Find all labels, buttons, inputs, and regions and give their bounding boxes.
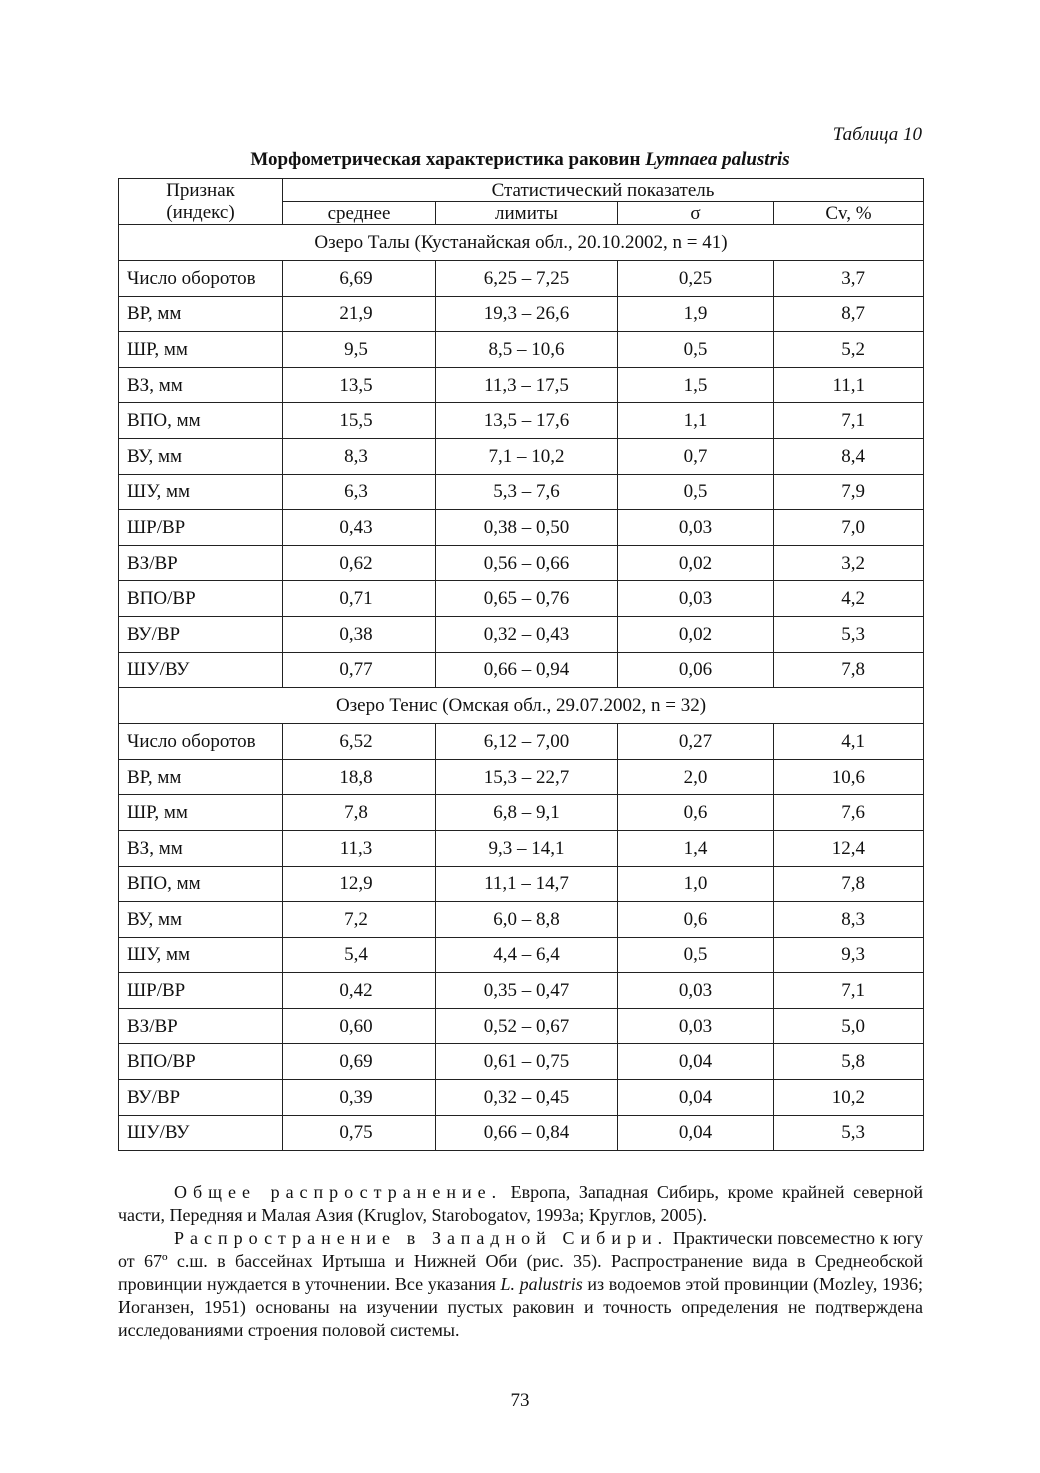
paragraph-west-siberia-distribution bbox=[118, 1227, 923, 1342]
cell-mean: 7,2 bbox=[283, 902, 436, 938]
header-attribute-line1: Признак bbox=[166, 179, 235, 201]
table-row bbox=[119, 616, 924, 652]
cell-attribute: ШУ, мм bbox=[119, 474, 283, 510]
header-col-mean: среднее bbox=[283, 202, 436, 225]
table-row bbox=[119, 902, 924, 938]
table-body bbox=[119, 179, 924, 1151]
table-row bbox=[119, 652, 924, 688]
cell-limits: 0,38 – 0,50 bbox=[436, 510, 618, 546]
cell-attribute: ВЗ, мм bbox=[119, 367, 283, 403]
cell-cv: 5,3 bbox=[774, 616, 924, 652]
morphometry-table bbox=[118, 178, 924, 1151]
cell-mean: 21,9 bbox=[283, 296, 436, 332]
cell-limits: 6,8 – 9,1 bbox=[436, 795, 618, 831]
cell-attribute: ШР/ВР bbox=[119, 510, 283, 546]
cell-limits: 8,5 – 10,6 bbox=[436, 332, 618, 368]
table-row bbox=[119, 724, 924, 760]
cell-limits: 13,5 – 17,6 bbox=[436, 403, 618, 439]
cell-cv: 7,1 bbox=[774, 973, 924, 1009]
cell-cv: 7,8 bbox=[774, 866, 924, 902]
paragraph-2-text-a: Практически повсеместно к югу от 67º с.ш. в бассейнах Иртыша и Нижней Оби (рис. 35). Распространение вида в Среднеобской провинции нуждается в уточнении. Все указания bbox=[118, 1228, 923, 1294]
cell-mean: 0,42 bbox=[283, 973, 436, 1009]
header-col-cv: Cv, % bbox=[774, 202, 924, 225]
cell-cv: 11,1 bbox=[774, 367, 924, 403]
cell-mean: 7,8 bbox=[283, 795, 436, 831]
cell-limits: 7,1 – 10,2 bbox=[436, 438, 618, 474]
cell-cv: 9,3 bbox=[774, 937, 924, 973]
table-row bbox=[119, 438, 924, 474]
header-row-1 bbox=[119, 179, 924, 202]
table-title bbox=[118, 149, 922, 171]
cell-sigma: 0,04 bbox=[618, 1044, 774, 1080]
page-number: 73 bbox=[510, 1390, 530, 1411]
table-row bbox=[119, 261, 924, 297]
cell-sigma: 0,7 bbox=[618, 438, 774, 474]
cell-attribute: ШР, мм bbox=[119, 332, 283, 368]
cell-attribute: ШУ/ВУ bbox=[119, 1115, 283, 1151]
cell-cv: 5,8 bbox=[774, 1044, 924, 1080]
cell-attribute: ШУ/ВУ bbox=[119, 652, 283, 688]
table-row bbox=[119, 795, 924, 831]
cell-sigma: 0,04 bbox=[618, 1115, 774, 1151]
table-row bbox=[119, 759, 924, 795]
cell-mean: 6,69 bbox=[283, 261, 436, 297]
cell-limits: 15,3 – 22,7 bbox=[436, 759, 618, 795]
cell-attribute: ВЗ/ВР bbox=[119, 545, 283, 581]
cell-sigma: 0,5 bbox=[618, 474, 774, 510]
cell-mean: 0,75 bbox=[283, 1115, 436, 1151]
cell-cv: 8,4 bbox=[774, 438, 924, 474]
cell-cv: 12,4 bbox=[774, 830, 924, 866]
paragraph-2-lead: Распространение в Западной Сибири. bbox=[174, 1228, 669, 1248]
cell-cv: 4,1 bbox=[774, 724, 924, 760]
cell-attribute: ШР/ВР bbox=[119, 973, 283, 1009]
header-col-sigma: σ bbox=[618, 202, 774, 225]
cell-limits: 0,32 – 0,43 bbox=[436, 616, 618, 652]
cell-mean: 13,5 bbox=[283, 367, 436, 403]
cell-cv: 10,6 bbox=[774, 759, 924, 795]
cell-mean: 6,3 bbox=[283, 474, 436, 510]
paragraph-2-text-b: из водоемов этой провинции (Mozley, 1936; Иоганзен, 1951) основаны на изучении пустых раковин и точность определения не подтверждена исследованиями строения половой системы. bbox=[118, 1274, 924, 1340]
cell-mean: 0,77 bbox=[283, 652, 436, 688]
cell-mean: 9,5 bbox=[283, 332, 436, 368]
cell-attribute: Число оборотов bbox=[119, 724, 283, 760]
cell-mean: 8,3 bbox=[283, 438, 436, 474]
cell-cv: 8,7 bbox=[774, 296, 924, 332]
table-row bbox=[119, 1044, 924, 1080]
cell-cv: 5,2 bbox=[774, 332, 924, 368]
cell-sigma: 1,0 bbox=[618, 866, 774, 902]
table-row bbox=[119, 367, 924, 403]
cell-attribute: ШР, мм bbox=[119, 795, 283, 831]
cell-mean: 0,60 bbox=[283, 1008, 436, 1044]
table-row bbox=[119, 296, 924, 332]
cell-sigma: 0,6 bbox=[618, 902, 774, 938]
cell-sigma: 1,9 bbox=[618, 296, 774, 332]
header-attribute-line2: (индекс) bbox=[166, 201, 235, 223]
table-row bbox=[119, 830, 924, 866]
cell-sigma: 1,1 bbox=[618, 403, 774, 439]
cell-limits: 0,32 – 0,45 bbox=[436, 1080, 618, 1116]
cell-sigma: 0,03 bbox=[618, 1008, 774, 1044]
cell-attribute: ВПО, мм bbox=[119, 403, 283, 439]
table-label: Таблица 10 bbox=[832, 124, 922, 145]
cell-cv: 7,6 bbox=[774, 795, 924, 831]
paragraph-2-species: L. palustris bbox=[500, 1274, 583, 1294]
cell-attribute: ВЗ, мм bbox=[119, 830, 283, 866]
cell-sigma: 0,5 bbox=[618, 937, 774, 973]
cell-mean: 12,9 bbox=[283, 866, 436, 902]
cell-limits: 0,66 – 0,94 bbox=[436, 652, 618, 688]
cell-sigma: 0,6 bbox=[618, 795, 774, 831]
table-row bbox=[119, 510, 924, 546]
cell-cv: 8,3 bbox=[774, 902, 924, 938]
cell-attribute: ВУ, мм bbox=[119, 902, 283, 938]
cell-cv: 3,2 bbox=[774, 545, 924, 581]
cell-limits: 9,3 – 14,1 bbox=[436, 830, 618, 866]
table-row bbox=[119, 332, 924, 368]
cell-attribute: ВПО/ВР bbox=[119, 581, 283, 617]
section-title: Озеро Талы (Кустанайская обл., 20.10.2002, n = 41) bbox=[119, 225, 924, 261]
cell-sigma: 1,4 bbox=[618, 830, 774, 866]
table-title-text: Морфометрическая характеристика раковин bbox=[250, 149, 646, 170]
cell-attribute: ВЗ/ВР bbox=[119, 1008, 283, 1044]
table-row bbox=[119, 403, 924, 439]
cell-limits: 6,12 – 7,00 bbox=[436, 724, 618, 760]
cell-mean: 0,43 bbox=[283, 510, 436, 546]
cell-mean: 0,38 bbox=[283, 616, 436, 652]
cell-cv: 5,0 bbox=[774, 1008, 924, 1044]
header-attribute bbox=[119, 179, 283, 225]
cell-limits: 0,35 – 0,47 bbox=[436, 973, 618, 1009]
table-row bbox=[119, 474, 924, 510]
cell-limits: 6,25 – 7,25 bbox=[436, 261, 618, 297]
cell-cv: 7,1 bbox=[774, 403, 924, 439]
cell-sigma: 0,03 bbox=[618, 510, 774, 546]
cell-attribute: ВПО, мм bbox=[119, 866, 283, 902]
cell-cv: 7,9 bbox=[774, 474, 924, 510]
cell-limits: 4,4 – 6,4 bbox=[436, 937, 618, 973]
cell-attribute: ВР, мм bbox=[119, 296, 283, 332]
cell-mean: 15,5 bbox=[283, 403, 436, 439]
cell-limits: 19,3 – 26,6 bbox=[436, 296, 618, 332]
cell-sigma: 0,04 bbox=[618, 1080, 774, 1116]
cell-limits: 11,1 – 14,7 bbox=[436, 866, 618, 902]
header-stat-group: Статистический показатель bbox=[283, 179, 924, 202]
cell-sigma: 0,25 bbox=[618, 261, 774, 297]
cell-mean: 0,69 bbox=[283, 1044, 436, 1080]
cell-mean: 0,71 bbox=[283, 581, 436, 617]
cell-limits: 11,3 – 17,5 bbox=[436, 367, 618, 403]
table-row bbox=[119, 937, 924, 973]
cell-limits: 6,0 – 8,8 bbox=[436, 902, 618, 938]
cell-limits: 0,66 – 0,84 bbox=[436, 1115, 618, 1151]
cell-mean: 11,3 bbox=[283, 830, 436, 866]
cell-sigma: 0,03 bbox=[618, 973, 774, 1009]
cell-sigma: 0,02 bbox=[618, 545, 774, 581]
table-row bbox=[119, 1008, 924, 1044]
header-col-limits: лимиты bbox=[436, 202, 618, 225]
cell-sigma: 1,5 bbox=[618, 367, 774, 403]
table-row bbox=[119, 1115, 924, 1151]
cell-attribute: ВУ/ВР bbox=[119, 616, 283, 652]
cell-mean: 0,62 bbox=[283, 545, 436, 581]
cell-limits: 0,61 – 0,75 bbox=[436, 1044, 618, 1080]
table-row bbox=[119, 973, 924, 1009]
cell-cv: 5,3 bbox=[774, 1115, 924, 1151]
cell-attribute: ВР, мм bbox=[119, 759, 283, 795]
cell-sigma: 0,03 bbox=[618, 581, 774, 617]
cell-cv: 4,2 bbox=[774, 581, 924, 617]
cell-attribute: Число оборотов bbox=[119, 261, 283, 297]
cell-mean: 0,39 bbox=[283, 1080, 436, 1116]
table-row bbox=[119, 1080, 924, 1116]
cell-mean: 6,52 bbox=[283, 724, 436, 760]
paragraph-1-lead: Общее распространение. bbox=[174, 1182, 503, 1202]
table-row bbox=[119, 866, 924, 902]
cell-sigma: 0,06 bbox=[618, 652, 774, 688]
cell-sigma: 0,02 bbox=[618, 616, 774, 652]
cell-limits: 5,3 – 7,6 bbox=[436, 474, 618, 510]
cell-cv: 3,7 bbox=[774, 261, 924, 297]
paragraph-1-text: Европа, Западная Сибирь, кроме крайней северной части, Передняя и Малая Азия (Kruglov, Starobogatov, 1993а; Круглов, 2005). bbox=[118, 1182, 923, 1225]
section-title: Озеро Тенис (Омская обл., 29.07.2002, n = 32) bbox=[119, 688, 924, 724]
cell-limits: 0,52 – 0,67 bbox=[436, 1008, 618, 1044]
cell-cv: 7,0 bbox=[774, 510, 924, 546]
cell-cv: 10,2 bbox=[774, 1080, 924, 1116]
cell-mean: 18,8 bbox=[283, 759, 436, 795]
table-row bbox=[119, 581, 924, 617]
cell-attribute: ВПО/ВР bbox=[119, 1044, 283, 1080]
table-row bbox=[119, 545, 924, 581]
cell-cv: 7,8 bbox=[774, 652, 924, 688]
section-header-row bbox=[119, 688, 924, 724]
table-title-species: Lymnaea palustris bbox=[645, 149, 790, 170]
cell-sigma: 0,27 bbox=[618, 724, 774, 760]
cell-limits: 0,56 – 0,66 bbox=[436, 545, 618, 581]
paragraph-general-distribution bbox=[118, 1181, 923, 1227]
section-header-row bbox=[119, 225, 924, 261]
cell-sigma: 0,5 bbox=[618, 332, 774, 368]
cell-limits: 0,65 – 0,76 bbox=[436, 581, 618, 617]
cell-attribute: ШУ, мм bbox=[119, 937, 283, 973]
cell-attribute: ВУ, мм bbox=[119, 438, 283, 474]
cell-sigma: 2,0 bbox=[618, 759, 774, 795]
cell-mean: 5,4 bbox=[283, 937, 436, 973]
cell-attribute: ВУ/ВР bbox=[119, 1080, 283, 1116]
